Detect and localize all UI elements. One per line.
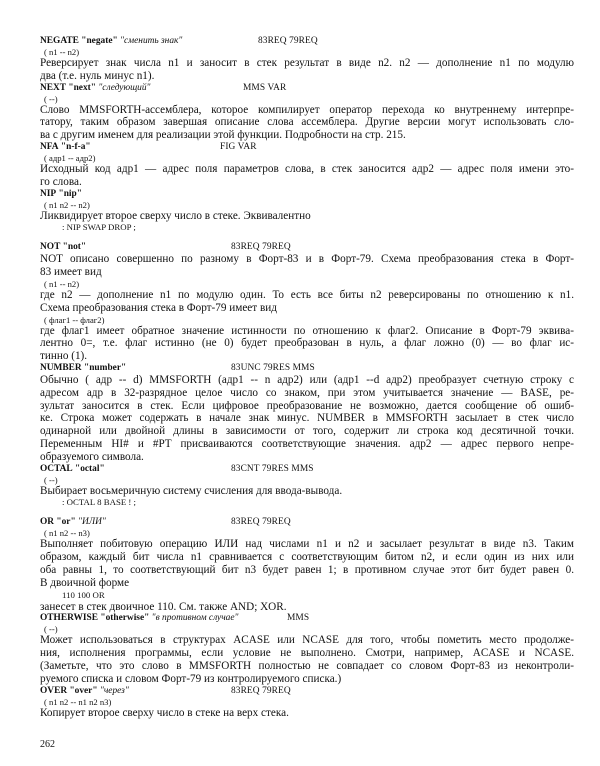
stack-diagram: ( n1 -- n2) [44,278,80,289]
stack-diagram: ( --) [44,474,58,485]
entry-number [40,363,574,464]
entry-pronunciation: "or" [56,517,76,528]
entry-text-line: ке. Строка может содержать в начале знак минус. NUMBER в MMSFORTH засылает в стек число [40,412,574,425]
entry-next [40,83,574,142]
entry-word: NFA [40,141,59,152]
entry-attributes: 83CNT 79RES MMS [231,463,314,474]
entry-negate [40,36,574,83]
entry-attributes: MMS [287,613,310,624]
stack-diagram: ( n1 n2 -- n2) [44,199,90,210]
entry-pronunciation: "octal" [75,463,105,474]
entry-pronunciation: "nip" [58,188,82,199]
entry-nfa [40,142,574,189]
entry-translation: "через" [99,685,129,696]
entry-text-line: где флаг1 имеет обратное значение истинности по отношению к флаг2. Описание в Форт-79 эквива- [40,324,574,337]
entry-word: OTHERWISE [40,613,99,624]
entry-word: OVER [40,685,68,696]
entry-word: NEGATE [40,36,79,46]
entry-header [40,189,574,200]
entry-or [40,517,574,613]
entry-text-line: Копирует второе сверху число в стеке на верх стека. [40,706,289,719]
entry-attributes: FIG VAR [220,141,257,152]
entry-pronunciation: "over" [69,685,98,696]
entry-translation: "сменить знак" [120,36,183,46]
entry-word: OR [40,517,55,528]
entry-attributes: MMS VAR [243,82,287,93]
entry-text-line: занесет в стек двоичное 110. См. также AND; XOR. [40,600,287,613]
entry-word: NIP [40,188,57,199]
page-number: 262 [40,739,55,750]
entry-text-line: два (т.е. нуль минус n1). [40,69,155,82]
entry-translation: "в противном случае" [151,613,239,624]
entry-over [40,686,574,720]
entry-text-line: Ликвидирует второе сверху число в стеке. Эквивалентно [40,209,311,222]
entry-text-line: Может использоваться в структурах ACASE или NCASE для того, чтобы пометить место продолже- [40,634,574,647]
entry-translation: "ИЛИ" [78,517,106,528]
entry-word: NEXT [40,82,67,93]
stack-diagram: ( --) [44,93,58,104]
entry-text-line: Выбирает восьмеричную систему счисления для ввода-вывода. [40,484,343,497]
entry-text-line: татору, таким образом завершая описание слова ассемблера. Другие версии могут использовать сло- [40,116,574,129]
stack-diagram: ( адр1 -- адр2) [44,152,96,163]
entry-text-line: где n2 — дополнение n1 по модулю один. То есть все биты n2 реверсированы по отношению к n1. [40,288,574,301]
entry-text-line: руемого списка и словом Форт-79 из контролируемого списка.) [40,672,342,685]
entry-text-line: ния, исполнения программы, если условие не выполнено. Смотри, например, ACASE и NCASE. [40,647,574,660]
code-example: : OCTAL 8 BASE ! ; [62,497,136,508]
entry-text-line: го слова. [40,175,82,188]
entry-attributes: 83REQ 79REQ [231,242,291,253]
entry-header [40,464,574,475]
entry-pronunciation: "negate" [81,36,118,46]
entry-word: NUMBER [40,362,82,373]
entry-attributes: 83UNC 79RES MMS [231,362,315,373]
entry-header [40,142,574,153]
entry-text-line: 83 имеет вид [40,266,102,279]
entry-header [40,517,574,528]
entry-attributes: 83REQ 79REQ [231,517,291,528]
entry-word: NOT [40,242,61,253]
entry-text-line: Исходный код адр1 — адрес поля параметров слова, в стек заносится адр2 — адрес поля имени это- [40,162,574,175]
entry-header [40,36,574,47]
stack-diagram: ( n1 n2 -- n3) [44,528,90,539]
entry-text-line: зультат заносится в стек. Если цифровое преобразование не возможно, дается сообщение об ошиб- [40,399,574,412]
entry-text-line: лентно 0=, т.е. флаг истинно (не 0) будет преобразован в нуль, а флаг ложно (0) — во флаг ис- [40,337,574,350]
entry-attributes: 83REQ 79REQ [258,36,318,46]
code-example: : NIP SWAP DROP ; [62,222,136,233]
entry-header [40,686,574,697]
entry-text-line: Выполняет побитовую операцию ИЛИ над числами n1 и n2 и засылает результат в виде n3. Таким [40,538,574,551]
stack-diagram: ( --) [44,624,58,635]
entry-otherwise [40,613,574,685]
stack-diagram: ( n1 n2 -- n1 n2 n3) [44,696,112,707]
entry-not [40,242,574,363]
entry-pronunciation: "number" [84,362,127,373]
entry-text-line: одинарной или двойной длины в зависимости от того, содержит ли строка код десятичной точки. [40,425,574,438]
entry-text-line: тинно (1). [40,350,88,363]
entry-text-line: ва с другим именем для реализации этой функции. Подробности на стр. 215. [40,129,406,142]
entry-pronunciation: "next" [68,82,96,93]
entry-pronunciation: "otherwise" [100,613,150,624]
entry-text-line: Слово MMSFORTH-ассемблера, которое компилирует оператор перехода ко внутреннему интерпре- [40,103,574,116]
code-example: 110 100 OR [62,589,105,600]
entry-header [40,83,574,94]
entry-pronunciation: "n-f-a" [60,141,91,152]
entry-text-line: (Заметьте, что это слово в MMSFORTH полностью не совпадает со словом Форт-83 из неконтроли- [40,659,574,672]
entry-translation: "следующий" [98,82,151,93]
entry-text-line: образуемого символа. [40,450,144,463]
entry-text-line: Переменным HI# и #PT присваиваются соответствующие значения. адр2 — адрес первого непре- [40,437,574,450]
entry-text-line: адресом адр в 32-разрядное целое число со знаком, при этом учитывается значение — BASE, ре- [40,386,574,399]
entry-nip [40,189,574,234]
entry-octal [40,464,574,509]
entry-header [40,242,574,253]
entry-text-line: Реверсирует знак числа n1 и заносит в стек результат в виде n2. n2 — дополнение n1 по модулю [40,57,574,69]
entry-attributes: 83REQ 79REQ [231,685,291,696]
entry-text-line: образом, каждый бит числа n1 сравнивается с соответствующим битом n2, и если один из них или [40,551,574,564]
stack-diagram: ( n1 -- n2) [44,47,80,57]
entry-header [40,363,574,374]
entry-text-line: оба равны 1, то соответствующий бит n3 будет равен 1; в противном случае этот бит будет равен 0. [40,563,574,576]
entry-text-line: Обычно ( адр -- d) MMSFORTH (адр1 -- n адр2) или (адр1 --d адр2) преобразует счетную строку с [40,373,574,386]
stack-diagram: ( флаг1 -- флаг2) [44,314,105,325]
entry-text-line: Схема преобразования стека в Форт-79 имеет вид [40,301,277,314]
entry-word: OCTAL [40,463,73,474]
entry-text-line: В двоичной форме [40,576,130,589]
entry-text-line: NOT описано совершенно по разному в Форт-83 и в Форт-79. Схема преобразования стека в Форт- [40,253,574,266]
entry-pronunciation: "not" [62,242,87,253]
entry-header [40,613,574,624]
